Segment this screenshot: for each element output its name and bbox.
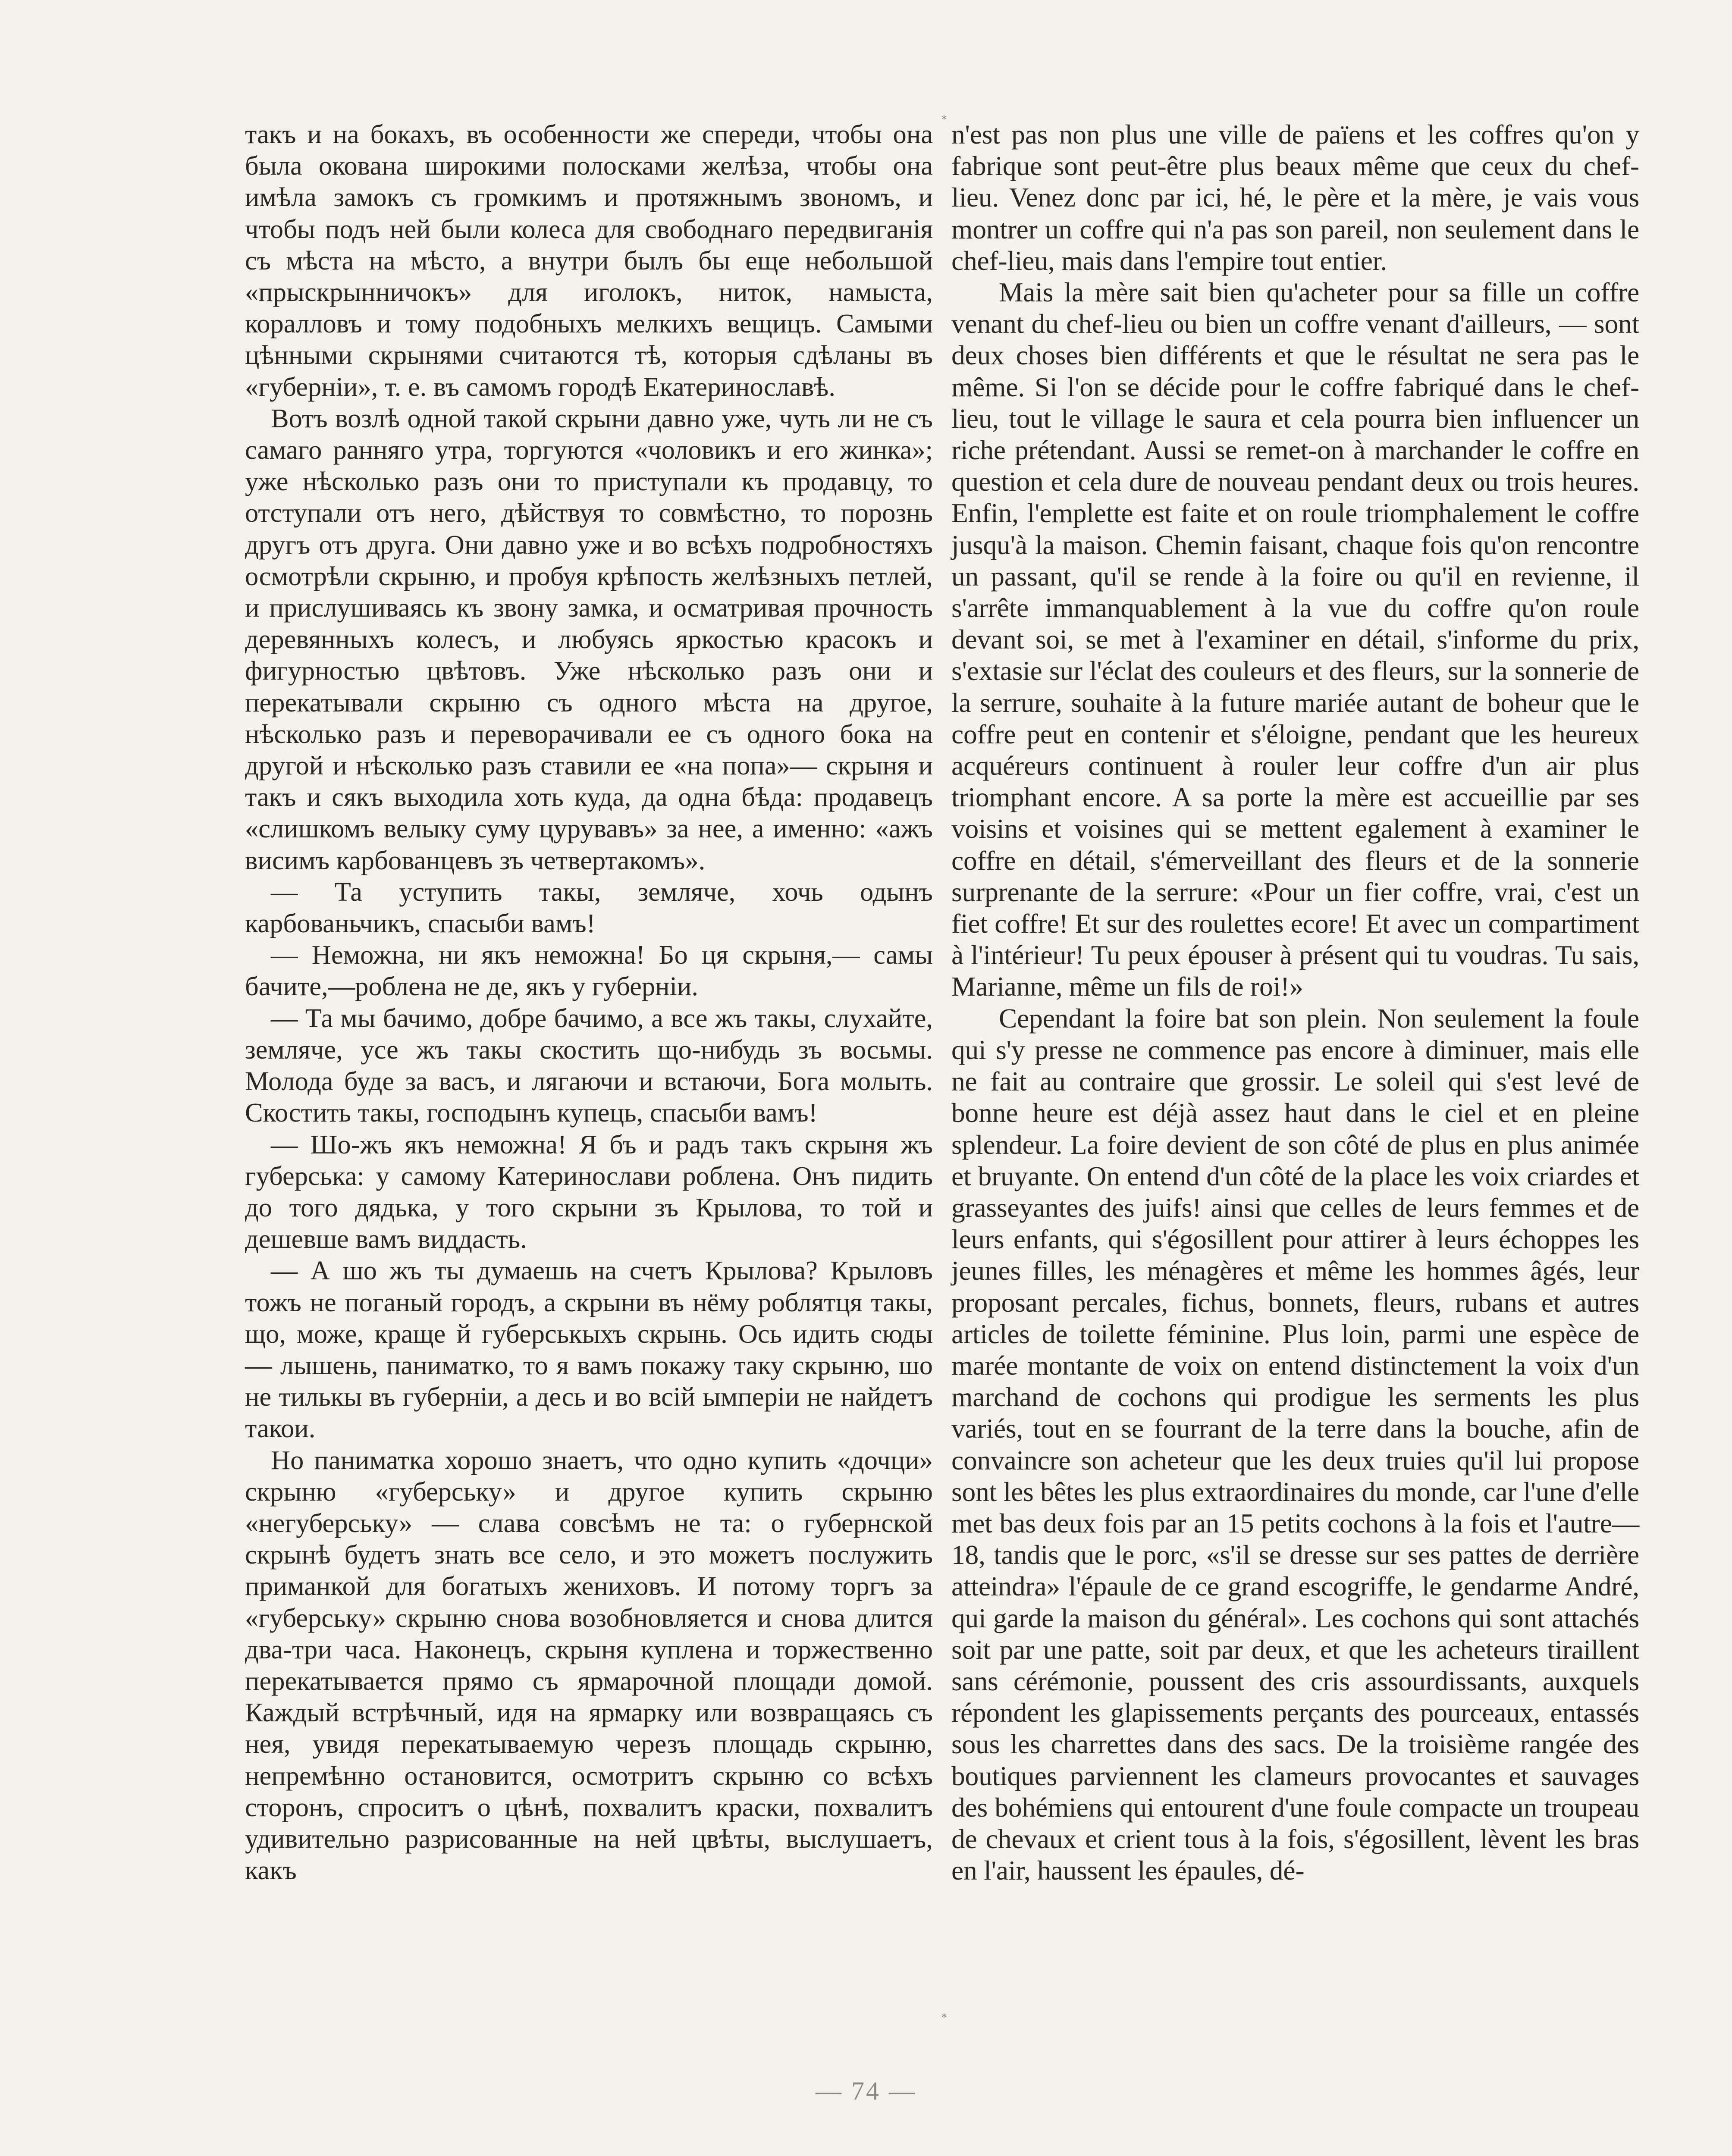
paragraph: Mais la mère sait bien qu'acheter pour sa fille un coffre venant du chef-lieu ou bien un coffre venant d'ailleurs, — sont deux choses bien différents et que le résultat ne sera pas le même. Si l'on se décide pour le coffre fabriqué dans le chef-lieu, tout le village le saura et cela pourra bien influencer un riche prétendant. Aussi se remet-on à marchander le coffre en question et cela dure de nouveau pendant deux ou trois heures. Enfin, l'emplette est faite et on roule triomphalement le coffre jusqu'à la maison. Chemin faisant, chaque fois qu'on rencontre un passant, qu'il se rende à la foire ou qu'il en revienne, il s'arrête immanquablement à la vue du coffre qu'on roule devant soi, se met à l'examiner en détail, s'informe du prix, s'extasie sur l'éclat des couleurs et des fleurs, sur la sonnerie de la serrure, souhaite à la future mariée autant de boheur que le coffre peut en contenir et s'éloigne, pendant que les heureux acquéreurs continuent à rouler leur coffre d'un air plus triomphant encore. A sa porte la mère est accueillie par ses voisins et voisines qui se mettent egalement à examiner le coffre en détail, s'émerveillant des fleurs et de la sonnerie surprenante de la serrure: «Pour un fier coffre, vrai, c'est un fiet coffre! Et sur des roulettes ecore! Et avec un compartiment à l'intérieur! Tu peux épouser à présent qui tu voudras. Tu sais, Marianne, même un fils de roi!»	[951, 277, 1639, 1002]
paragraph: Cependant la foire bat son plein. Non seulement la foule qui s'y presse ne commence pas encore à diminuer, mais elle ne fait au contraire que grossir. Le soleil qui s'est levé de bonne heure est déjà assez haut dans le ciel et en pleine splendeur. La foire devient de son côté de plus en plus animée et bruyante. On entend d'un côté de la place les voix criardes et grasseyantes des juifs! ainsi que celles de leurs femmes et de leurs enfants, qui s'égosillent pour attirer à leurs échoppes les jeunes filles, les ménagères et même les hommes âgés, leur proposant percales, fichus, bonnets, fleurs, rubans et autres articles de toilette féminine. Plus loin, parmi une espèce de marée montante de voix on entend distinctement la voix d'un marchand de cochons qui prodigue les serments les plus variés, tout en se fourrant de la terre dans la bouche, afin de convaincre son acheteur que les deux truies qu'il lui propose sont les bêtes les plus extraordinaires du monde, car l'une d'elle met bas deux fois par an 15 petits cochons à la fois et l'autre—18, tandis que le porc, «s'il se dresse sur ses pattes de derrière atteindra» l'épaule de ce grand escogriffe, le gendarme André, qui garde la maison du général». Les cochons qui sont attachés soit par une patte, soit par deux, et que les acheteurs tiraillent sans cérémonie, poussent des cris assourdissants, auxquels répondent les glapissements perçants des pourceaux, entassés sous les charrettes dans des sacs. De la troisième rangée des boutiques parviennent les clameurs provocantes et sauvages des bohémiens qui entourent d'une foule compacte un troupeau de chevaux et crient tous à la fois, s'égosillent, lèvent les bras en l'air, haussent les épaules, dé-	[951, 1003, 1639, 1886]
paragraph: — Шо-жъ якъ неможна! Я бъ и радъ такъ скрыня жъ губерська: у самому Катеринослави роблена. Онъ пидить до того дядька, у того скрыни зъ Крылова, то той и дешевше вамъ виддасть.	[245, 1129, 933, 1254]
paragraph: — А шо жъ ты думаешь на счетъ Крылова? Крыловъ тожъ не поганый городъ, а скрыни въ нёму роблятця такы, що, може, краще й губерськыхъ скрынь. Ось идить сюды — лышень, паниматкo, то я вамъ покажу таку скрыню, шо не тилькы въ губерніи, а десь и во всій ымперіи не найдетъ такои.	[245, 1255, 933, 1444]
paragraph: n'est pas non plus une ville de païens et les coffres qu'on y fabrique sont peut-être plus beaux même que ceux du chef-lieu. Venez donc par ici, hé, le père et la mère, je vais vous montrer un coffre qui n'a pas son pareil, non seulement dans le chef-lieu, mais dans l'empire tout entier.	[951, 119, 1639, 276]
paragraph: Вотъ возлѣ одной такой скрыни давно уже, чуть ли не съ самаго ранняго утра, торгуются «чоловикъ и его жинка»; уже нѣсколько разъ они то приступали къ продавцу, то отступали отъ него, дѣйствуя то совмѣстно, то порознь другъ отъ друга. Они давно уже и во всѣхъ подробностяхъ осмотрѣли скрыню, и пробуя крѣпость желѣзныхъ петлей, и прислушиваясь къ звону замка, и осматривая прочность деревянныхъ колесъ, и любуясь яркостью красокъ и фигурностью цвѣтовъ. Уже нѣсколько разъ они и перекатывали скрыню съ одного мѣста на другое, нѣсколько разъ и переворачивали ее съ одного бока на другой и нѣсколько разъ ставили ее «на попа»— скрыня и такъ и сякъ выходила хоть куда, да одна бѣда: продавецъ «слишкомъ велыку суму цурувавъ» за нее, а именно: «ажъ висимъ карбованцевъ зъ четвертакомъ».	[245, 403, 933, 875]
paragraph: — Неможна, ни якъ неможна! Бо ця скрыня,— самы бачите,—роблена не де, якъ у губерніи.	[245, 940, 933, 1002]
paragraph: такъ и на бокахъ, въ особенности же спереди, чтобы она была окована широкими полосками желѣза, чтобы она имѣла замокъ съ громкимъ и протяжнымъ звономъ, и чтобы подъ ней были колеса для свободнаго передвиганія съ мѣста на мѣсто, а внутри былъ бы еще небольшой «прыскрынничокъ» для иголокъ, ниток, намыста, коралловъ и тому подобныхъ мелкихъ вещицъ. Самыми цѣнными скрынями считаются тѣ, которыя сдѣланы въ «губерніи», т. е. въ самомъ городѣ Екатеринославѣ.	[245, 119, 933, 402]
column-ornament-top: *	[941, 113, 947, 125]
paragraph: Но паниматкa хорошо знаетъ, что одно купить «дочци» скрыню «губерську» и другое купить скрыню «негуберську» — слава совсѣмъ не та: о губернской скрынѣ будетъ знать все село, и это можетъ послужить приманкой для богатыхъ жениховъ. И потому торгъ за «губерську» скрыню снова возобновляется и снова длится два-три часа. Наконецъ, скрыня куплена и торжественно перекатывается прямо съ ярмарочной площади домой. Каждый встрѣчный, идя на ярмарку или возвращаясь съ нея, увидя перекатываемую черезъ площадь скрыню, непремѣнно остановится, осмотритъ скрыню со всѣхъ сторонъ, спроситъ о цѣнѣ, похвалитъ краски, похвалитъ удивительно разрисованные на ней цвѣты, выслушаетъ, какъ	[245, 1445, 933, 1886]
russian-text-column	[245, 119, 933, 1886]
french-text-column	[951, 119, 1639, 1886]
paragraph: — Та уступить такы, земляче, хочь одынъ карбованьчикъ, спасыби вамъ!	[245, 876, 933, 939]
column-ornament-bottom: *	[941, 2011, 947, 2024]
paragraph: — Та мы бачимо, добре бачимо, а все жъ такы, слухайте, земляче, усе жъ такы скостить що-нибудь зъ восьмы. Молода буде за васъ, и лягаючи и встаючи, Бога молыть. Скостить такы, господынъ купець, спасыби вамъ!	[245, 1003, 933, 1128]
page-number: — 74 —	[816, 2077, 916, 2105]
